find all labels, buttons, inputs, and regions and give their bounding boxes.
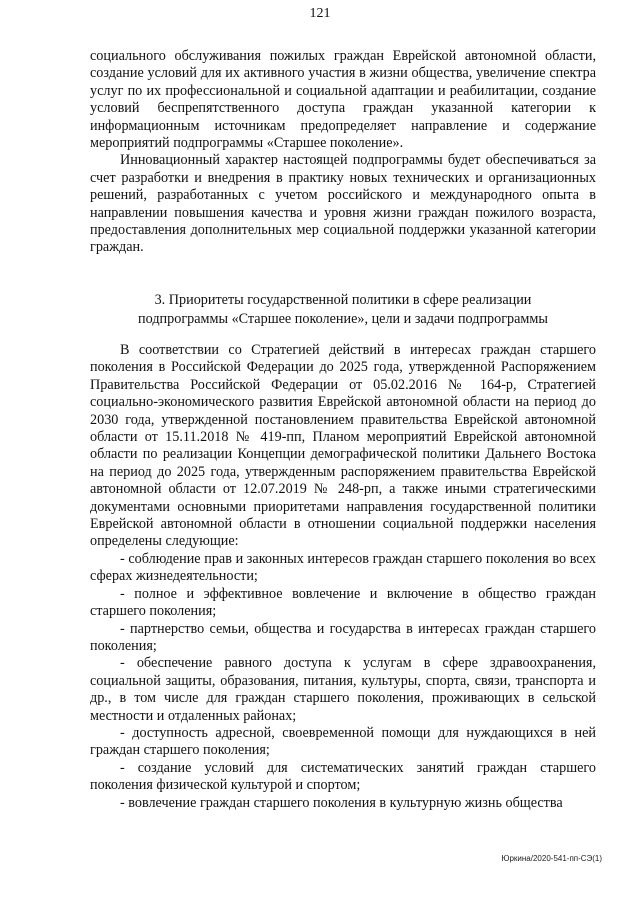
page-number: 121: [309, 6, 331, 21]
intro-text: [90, 48, 596, 257]
intro-continuation-paragraph: социального обслуживания пожилых граждан Еврейской автономной области, создание условий для их активного участия в жизни общества, увеличение спектра услуг по их профессиональной и социальной адаптации и реабилитации, создание условий беспрепятственного доступа граждан указанной категории к информационным источникам предопределяет направление и содержание мероприятий подпрограммы «Старшее поколение».: [90, 48, 596, 152]
section-heading: [90, 291, 596, 329]
section-heading-line-1: 3. Приоритеты государственной политики в сфере реализации: [154, 292, 532, 308]
priority-item: - партнерство семьи, общества и государства в интересах граждан старшего поколения;: [90, 620, 596, 654]
document-footer-code: Юркина/2020-541-пп-СЭ(1): [501, 854, 602, 863]
priority-item: - создание условий для систематических занятий граждан старшего поколения физической культурой и спортом;: [90, 759, 596, 794]
section-body: [90, 342, 596, 812]
priority-item: - соблюдение прав и законных интересов граждан старшего поколения во всех сферах жизнедеятельности;: [90, 550, 596, 585]
lead-paragraph: В соответствии со Стратегией действий в интересах граждан старшего поколения в Российской Федерации до 2025 года, утвержденной Распоряжением Правительства Российской Федерации от 05.02.2016 № 164-р, Стратегией социально-экономического развития Еврейской автономной области на период до 2030 года, утвержденной постановлением правительства Еврейской автономной области от 15.11.2018 № 419-пп, Планом мероприятий Еврейской автономной области по реализации Концепции демографической политики Дальнего Востока на период до 2025 года, утвержденным распоряжением правительства Еврейской автономной области от 12.07.2019 № 248-рп, а также иными стратегическими документами основными приоритетами направления государственной политики Еврейской автономной области в отношении социальной поддержки населения определены следующие:: [90, 342, 596, 550]
priority-item: - доступность адресной, своевременной помощи для нуждающихся в ней граждан старшего поколения;: [90, 724, 596, 759]
priority-item: - полное и эффективное вовлечение и включение в общество граждан старшего поколения;: [90, 585, 596, 620]
innovation-paragraph: Инновационный характер настоящей подпрограммы будет обеспечиваться за счет разработки и внедрения в практику новых технических и организационных решений, разработанных с учетом российского и международного опыта в направлении повышения качества и уровня жизни граждан пожилого возраста, предоставления дополнительных мер социальной поддержки указанной категории граждан.: [90, 152, 596, 256]
section-heading-line-2: подпрограммы «Старшее поколение», цели и задачи подпрограммы: [138, 311, 548, 327]
priority-item: - обеспечение равного доступа к услугам в сфере здравоохранения, социальной защиты, образования, питания, культуры, спорта, связи, транспорта и др., в том числе для граждан старшего поколения, проживающих в сельской местности и отдаленных районах;: [90, 655, 596, 724]
priority-item: - вовлечение граждан старшего поколения в культурную жизнь общества: [120, 794, 563, 811]
